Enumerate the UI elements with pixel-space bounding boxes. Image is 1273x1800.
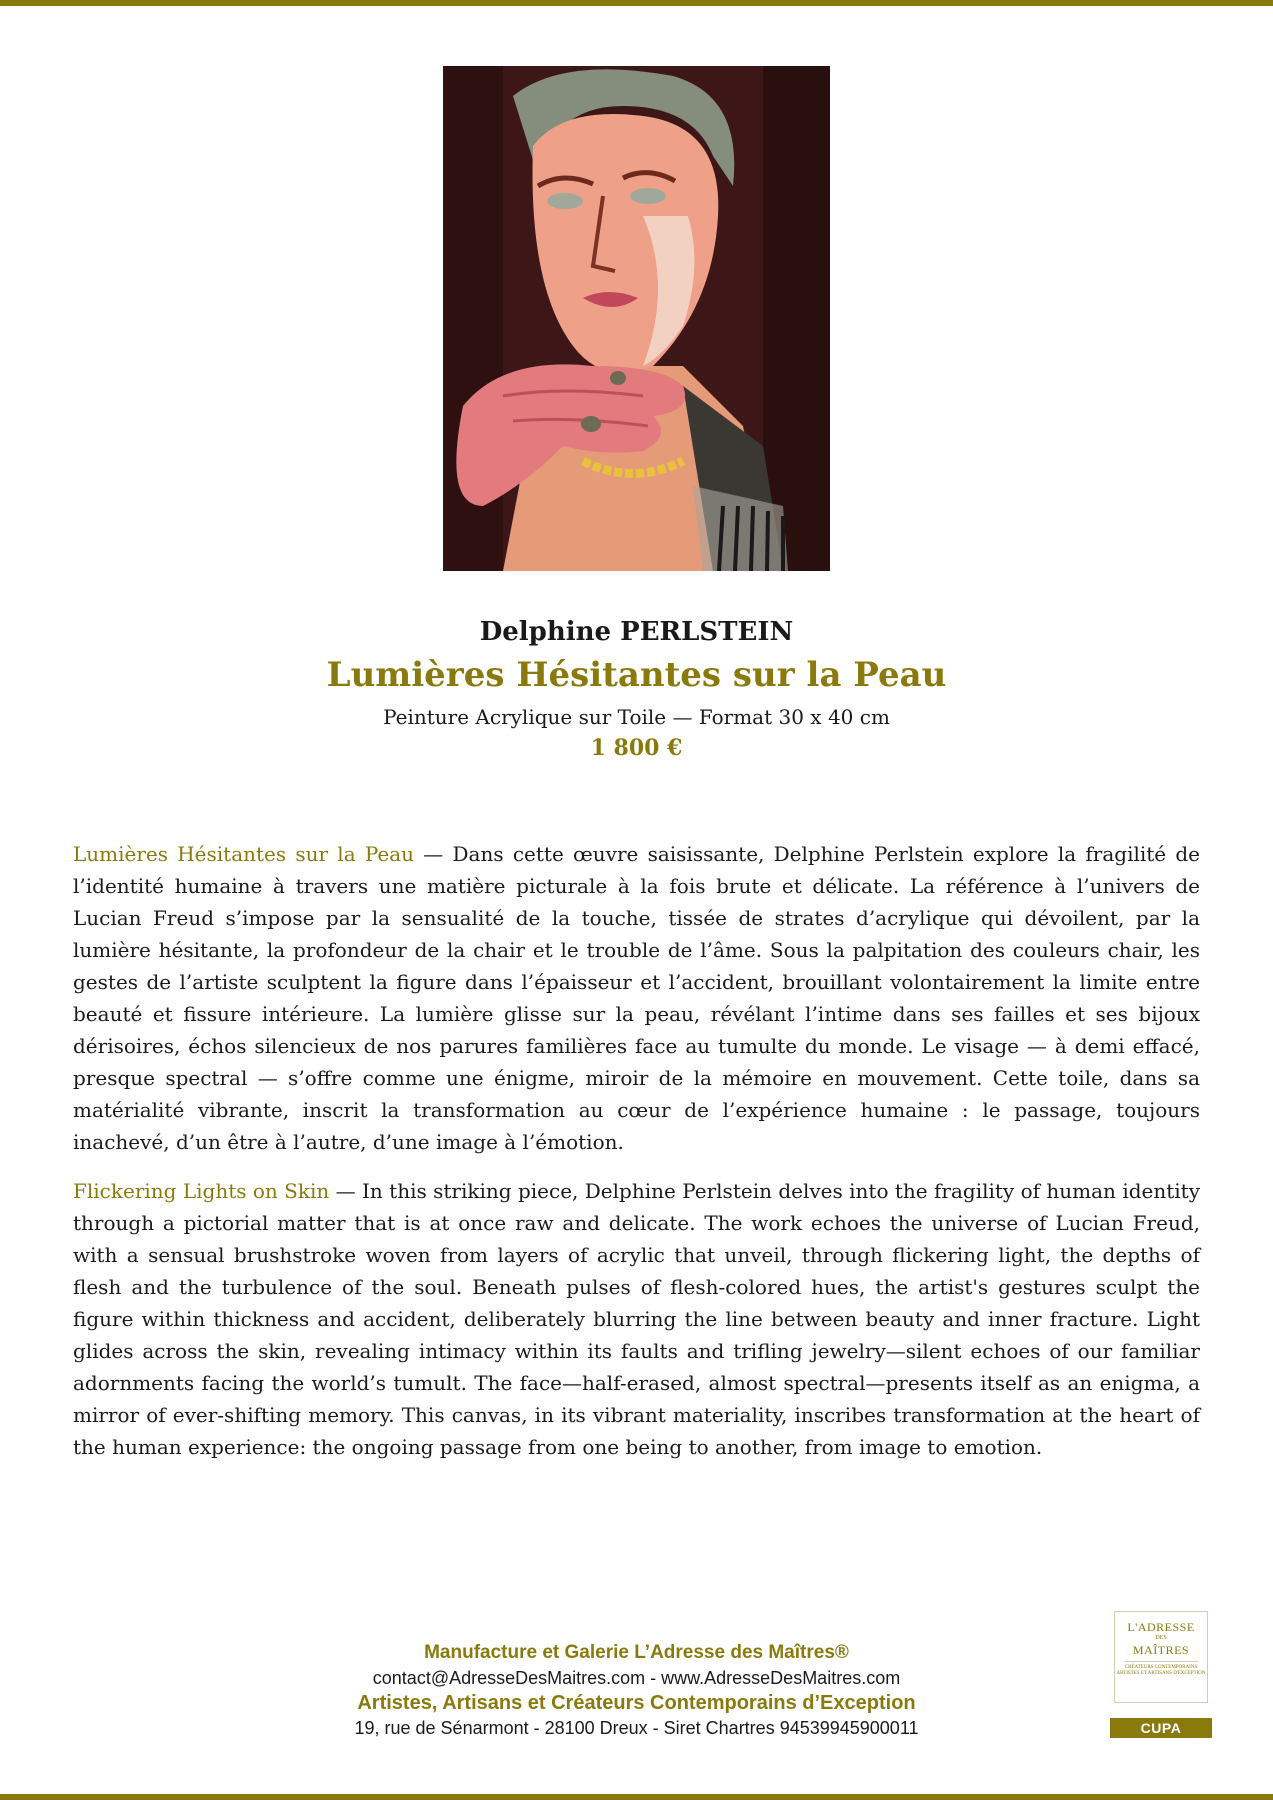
artwork-header (0, 612, 1273, 764)
description-en-lead: Flickering Lights on Skin (73, 1179, 330, 1203)
footer (0, 1640, 1273, 1740)
logo-line2: DES (1155, 1635, 1167, 1641)
artwork-medium: Peinture Acrylique sur Toile — Format 30 x 40 cm (383, 705, 890, 729)
top-border (0, 0, 1273, 6)
artwork-image (443, 66, 830, 571)
portrait-painting (443, 66, 830, 571)
artwork-price: 1 800 € (590, 735, 683, 761)
footer-gallery: Manufacture et Galerie L’Adresse des Maîtres® (424, 1642, 849, 1663)
logo-line3: MAÎTRES (1132, 1643, 1190, 1657)
artist-name: Delphine PERLSTEIN (479, 617, 794, 647)
description-fr-lead: Lumières Hésitantes sur la Peau (73, 842, 415, 866)
gallery-logo (1114, 1611, 1208, 1703)
footer-address: 19, rue de Sénarmont - 28100 Dreux - Siret Chartres 94539945900011 (354, 1718, 919, 1738)
description-fr (73, 838, 1200, 1158)
logo-line1: L'ADRESSE (1127, 1620, 1195, 1634)
description-fr-body: — Dans cette œuvre saisissante, Delphine Perlstein explore la fragilité de l’identité humaine à travers une matière picturale à la fois brute et délicate. La référence à l’univers de Lucian Freud s’impose par la sensualité de la touche, tissée de strates d’acrylique qui dévoilent, par la lumière hésitante, la profondeur de la chair et le trouble de l’âme. Sous la palpitation des couleurs chair, les gestes de l’artiste sculptent la figure dans l’épaisseur et l’accident, brouillant volontairement la limite entre beauté et fissure intérieure. La lumière glisse sur la peau, révélant l’intime dans ses failles et ses bijoux dérisoires, échos silencieux de nos parures familières face au tumulte du monde. Le visage — à demi effacé, presque spectral — s’offre comme une énigme, miroir de la mémoire en mouvement. Cette toile, dans sa matérialité vibrante, inscrit la transformation au cœur de l’expérience humaine : le passage, toujours inachevé, d’un être à l’autre, d’une image à l’émotion. (73, 842, 1201, 1154)
footer-slogan: Artistes, Artisans et Créateurs Contemporains d’Exception (357, 1692, 916, 1714)
bottom-border (0, 1794, 1273, 1800)
cupa-badge: CUPA (1110, 1718, 1212, 1738)
description (73, 838, 1200, 1480)
artwork-title: Lumières Hésitantes sur la Peau (326, 655, 947, 695)
description-en (73, 1175, 1200, 1463)
logo-divider (1124, 1661, 1198, 1662)
footer-contact: contact@AdresseDesMaitres.com - www.AdresseDesMaitres.com (372, 1668, 901, 1688)
description-en-body: — In this striking piece, Delphine Perlstein delves into the fragility of human identity through a pictorial matter that is at once raw and delicate. The work echoes the universe of Lucian Freud, with a sensual brushstroke woven from layers of acrylic that unveil, through flickering light, the depths of flesh and the turbulence of the soul. Beneath pulses of flesh-colored hues, the artist's gestures sculpt the figure within thickness and accident, deliberately blurring the line between beauty and inner fracture. Light glides across the skin, revealing intimacy within its faults and trifling jewelry—silent echoes of our familiar adornments facing the world’s tumult. The face—half-erased, almost spectral—presents itself as an enigma, a mirror of ever-shifting memory. This canvas, in its vibrant materiality, inscribes transformation at the heart of the human experience: the ongoing passage from one being to another, from image to emotion. (73, 1179, 1200, 1459)
logo-tagline: CRÉATEURS CONTEMPORAINS ARTISTES ET ARTISANS D'EXCEPTION (1116, 1665, 1206, 1676)
